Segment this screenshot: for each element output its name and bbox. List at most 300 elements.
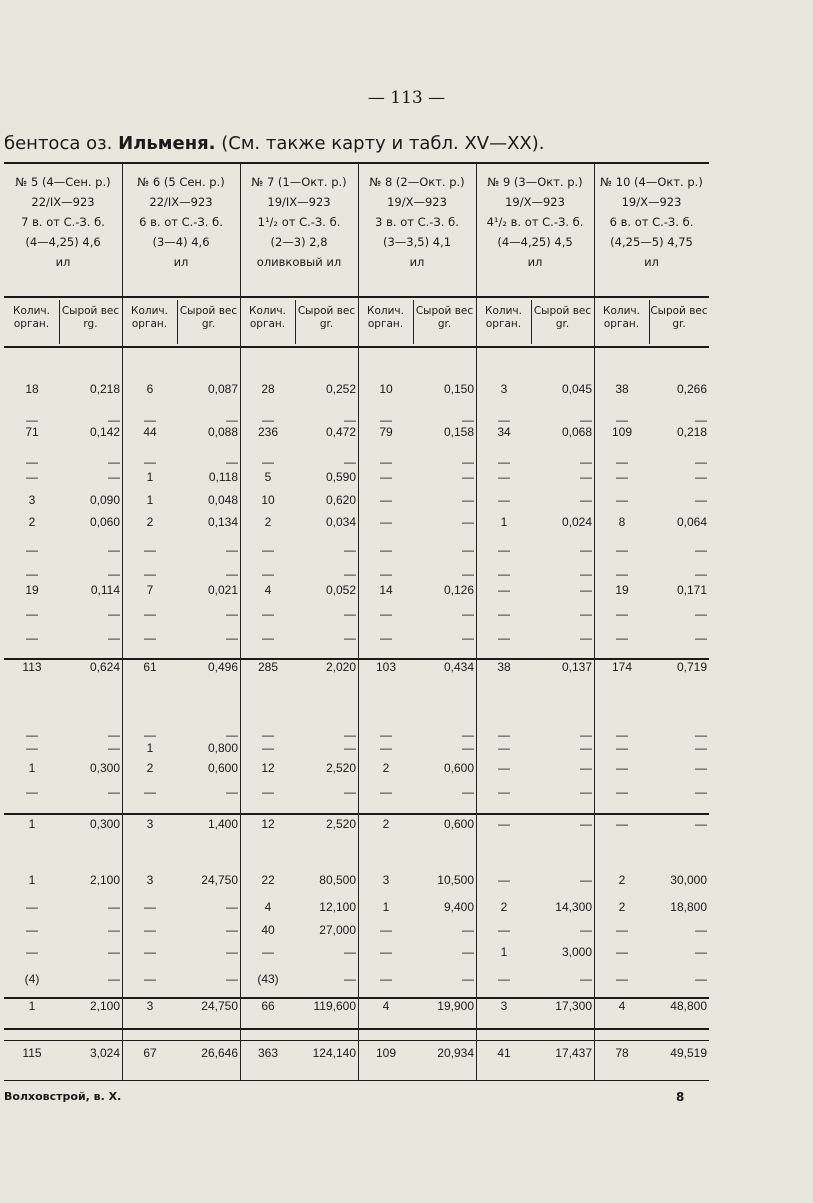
weight-cell: — (344, 413, 356, 427)
count-cell: 285 (257, 660, 279, 674)
weight-cell: 0,090 (89, 493, 120, 507)
weight-cell: 17,300 (555, 999, 592, 1013)
count-cell: 67 (143, 1046, 157, 1060)
weight-cell: 3,000 (561, 945, 592, 959)
station-loc: 6 в. от С.-З. б. (609, 215, 694, 229)
station-bottom: оливковый ил (256, 255, 342, 269)
count-cell: 34 (497, 425, 511, 439)
count-cell: 71 (25, 425, 39, 439)
weight-cell: 1,400 (207, 817, 238, 831)
table-rule (4, 296, 709, 298)
station-depth: (2—3) 2,8 (270, 235, 328, 249)
count-cell: — (616, 493, 628, 507)
weight-cell: 3,024 (89, 1046, 120, 1060)
weight-cell: — (108, 470, 120, 484)
weight-cell: — (462, 470, 474, 484)
weight-cell: 0,134 (207, 515, 238, 529)
count-cell: — (498, 923, 510, 937)
count-cell: 44 (143, 425, 157, 439)
count-cell: 19 (615, 583, 629, 597)
weight-cell: — (580, 543, 592, 557)
weight-cell: — (226, 900, 238, 914)
count-cell: 1 (146, 741, 154, 755)
count-cell: 12 (261, 817, 275, 831)
count-cell: 12 (261, 761, 275, 775)
count-cell: — (262, 543, 274, 557)
weight-cell: 0,048 (207, 493, 238, 507)
station-depth: (3—3,5) 4,1 (382, 235, 452, 249)
weight-cell: 27,000 (319, 923, 356, 937)
count-cell: — (380, 455, 392, 469)
weight-cell: 0,142 (89, 425, 120, 439)
count-cell: 61 (143, 660, 157, 674)
count-cell: — (26, 631, 38, 645)
weight-cell: — (226, 972, 238, 986)
count-cell: — (498, 785, 510, 799)
count-cell: — (144, 631, 156, 645)
footer-signature: 8 (676, 1090, 685, 1104)
weight-cell: — (344, 567, 356, 581)
weight-cell: 0,600 (207, 761, 238, 775)
count-cell: 38 (497, 660, 511, 674)
count-cell: — (26, 607, 38, 621)
station-bottom: ил (173, 255, 189, 269)
count-cell: 10 (379, 382, 393, 396)
table-rule (4, 162, 709, 164)
count-cell: — (26, 945, 38, 959)
count-cell: 3 (28, 493, 36, 507)
weight-cell: 2,520 (325, 817, 356, 831)
count-cell: — (26, 543, 38, 557)
station-header (477, 172, 593, 272)
count-cell: — (144, 607, 156, 621)
weight-cell: — (462, 455, 474, 469)
weight-cell: 0,052 (325, 583, 356, 597)
count-cell: 2 (28, 515, 36, 529)
weight-cell: 0,064 (676, 515, 707, 529)
weight-cell: — (462, 493, 474, 507)
count-cell: 3 (382, 873, 390, 887)
station-date: 19/X—923 (505, 195, 565, 209)
weight-column-header: Сырой вес gr. (533, 305, 592, 330)
station-depth: (4,25—5) 4,75 (610, 235, 693, 249)
station-date: 19/IX—923 (267, 195, 331, 209)
count-cell: — (144, 785, 156, 799)
weight-column-header: Сырой вес gr. (179, 305, 238, 330)
column-separator (358, 164, 359, 1080)
caption-suffix: (См. также карту и табл. XV—XX). (221, 133, 545, 154)
count-column-header: Колич. орган. (485, 305, 522, 330)
weight-cell: — (695, 567, 707, 581)
weight-cell: — (344, 972, 356, 986)
weight-cell: — (344, 543, 356, 557)
count-cell: 109 (375, 1046, 397, 1060)
weight-cell: 0,137 (561, 660, 592, 674)
weight-cell: 80,500 (319, 873, 356, 887)
count-cell: 2 (264, 515, 272, 529)
weight-column-header: Сырой вес gr. (297, 305, 356, 330)
count-column-header: Колич. орган. (367, 305, 404, 330)
station-date: 19/X—923 (387, 195, 447, 209)
count-cell: — (380, 945, 392, 959)
count-cell: — (498, 873, 510, 887)
weight-cell: — (108, 455, 120, 469)
weight-cell: 26,646 (201, 1046, 238, 1060)
count-cell: — (616, 728, 628, 742)
weight-cell: — (695, 945, 707, 959)
station-depth: (3—4) 4,6 (152, 235, 210, 249)
count-cell: — (498, 567, 510, 581)
station-bottom: ил (527, 255, 543, 269)
weight-cell: 0,068 (561, 425, 592, 439)
count-cell: 14 (379, 583, 393, 597)
count-cell: 2 (500, 900, 508, 914)
weight-cell: — (695, 543, 707, 557)
weight-cell: 0,266 (676, 382, 707, 396)
station-loc: 4¹/₂ в. от С.-З. б. (486, 215, 584, 229)
count-cell: 3 (146, 817, 154, 831)
count-cell: 1 (146, 470, 154, 484)
weight-cell: 0,060 (89, 515, 120, 529)
weight-cell: 19,900 (437, 999, 474, 1013)
weight-cell: — (580, 761, 592, 775)
station-loc: 1¹/₂ от С.-З. б. (257, 215, 341, 229)
count-cell: — (616, 470, 628, 484)
caption-prefix: бентоса оз. (4, 133, 113, 154)
weight-cell: — (226, 607, 238, 621)
count-cell: — (498, 583, 510, 597)
count-cell: — (498, 817, 510, 831)
weight-cell: 0,114 (90, 583, 120, 597)
weight-cell: 0,600 (443, 761, 474, 775)
count-cell: — (380, 413, 392, 427)
station-id: № 9 (3—Окт. р.) (487, 175, 583, 189)
weight-cell: — (344, 728, 356, 742)
station-bottom: ил (644, 255, 659, 269)
weight-cell: — (226, 945, 238, 959)
weight-cell: — (108, 567, 120, 581)
count-cell: — (26, 900, 38, 914)
station-id: № 5 (4—Сен. р.) (15, 175, 111, 189)
count-cell: — (380, 785, 392, 799)
station-header (123, 172, 239, 272)
count-cell: — (380, 607, 392, 621)
count-cell: 2 (382, 761, 390, 775)
count-cell: — (616, 413, 628, 427)
weight-cell: 0,021 (207, 583, 238, 597)
weight-cell: — (108, 972, 120, 986)
weight-cell: — (695, 470, 707, 484)
weight-column-header: Сырой вес rg. (61, 305, 120, 330)
weight-cell: 0,118 (208, 470, 238, 484)
weight-cell: 2,520 (325, 761, 356, 775)
weight-cell: 0,252 (325, 382, 356, 396)
table-rule (4, 346, 709, 348)
count-cell: 3 (500, 999, 508, 1013)
table-rule (4, 1028, 709, 1030)
count-cell: 1 (28, 761, 36, 775)
count-cell: 174 (611, 660, 633, 674)
weight-cell: — (462, 631, 474, 645)
weight-cell: — (695, 728, 707, 742)
weight-cell: — (695, 741, 707, 755)
weight-cell: — (580, 785, 592, 799)
weight-cell: — (226, 455, 238, 469)
count-cell: 109 (611, 425, 633, 439)
station-id: № 6 (5 Сен. р.) (137, 175, 225, 189)
count-cell: 4 (264, 900, 272, 914)
station-date: 22/IX—923 (31, 195, 95, 209)
count-column-header: Колич. орган. (603, 305, 640, 330)
weight-column-header: Сырой вес gr. (650, 305, 708, 330)
weight-cell: — (580, 583, 592, 597)
count-cell: 1 (146, 493, 154, 507)
count-cell: — (262, 413, 274, 427)
weight-cell: 124,140 (312, 1046, 356, 1060)
weight-cell: — (580, 455, 592, 469)
count-cell: 113 (22, 660, 42, 674)
count-cell: — (380, 470, 392, 484)
weight-cell: 0,300 (89, 761, 120, 775)
count-cell: 1 (28, 999, 36, 1013)
weight-cell: — (695, 413, 707, 427)
count-cell: 19 (25, 583, 39, 597)
weight-cell: 0,218 (676, 425, 707, 439)
count-cell: 1 (500, 945, 508, 959)
count-cell: 4 (264, 583, 272, 597)
count-cell: — (380, 972, 392, 986)
count-cell: — (26, 741, 38, 755)
weight-cell: — (580, 607, 592, 621)
weight-cell: 119,600 (313, 999, 356, 1013)
weight-cell: — (108, 785, 120, 799)
weight-cell: 20,934 (437, 1046, 474, 1060)
weight-cell: 0,434 (443, 660, 474, 674)
weight-cell: — (462, 972, 474, 986)
weight-cell: — (344, 785, 356, 799)
weight-cell: — (108, 945, 120, 959)
count-cell: 22 (261, 873, 275, 887)
weight-cell: 0,624 (89, 660, 120, 674)
weight-column-header: Сырой вес gr. (415, 305, 474, 330)
count-cell: — (26, 567, 38, 581)
weight-cell: 17,437 (555, 1046, 592, 1060)
weight-cell: 24,750 (201, 873, 238, 887)
count-cell: — (616, 945, 628, 959)
weight-cell: — (344, 607, 356, 621)
count-cell: 2 (618, 873, 626, 887)
count-cell: — (144, 945, 156, 959)
count-cell: (43) (257, 972, 279, 986)
weight-cell: 48,800 (670, 999, 707, 1013)
station-header (359, 172, 475, 272)
count-cell: — (262, 455, 274, 469)
count-cell: — (498, 543, 510, 557)
footer-publisher: Волховстрой, в. X. (4, 1090, 122, 1103)
weight-cell: — (580, 493, 592, 507)
weight-cell: — (695, 761, 707, 775)
station-header (5, 172, 121, 272)
weight-cell: 0,158 (443, 425, 474, 439)
count-column-header: Колич. орган. (13, 305, 50, 330)
weight-cell: 2,100 (89, 873, 120, 887)
weight-cell: — (226, 923, 238, 937)
count-cell: 10 (261, 493, 275, 507)
weight-cell: — (580, 631, 592, 645)
weight-cell: — (226, 543, 238, 557)
count-cell: 7 (146, 583, 154, 597)
count-cell: — (498, 455, 510, 469)
count-cell: — (616, 761, 628, 775)
count-cell: — (144, 972, 156, 986)
count-cell: 40 (261, 923, 275, 937)
count-column-header: Колич. орган. (131, 305, 168, 330)
count-cell: 3 (146, 873, 154, 887)
weight-cell: — (695, 923, 707, 937)
weight-cell: — (462, 945, 474, 959)
station-depth: (4—4,25) 4,6 (25, 235, 101, 249)
weight-cell: — (108, 543, 120, 557)
weight-cell: 0,024 (561, 515, 592, 529)
count-cell: — (380, 631, 392, 645)
weight-cell: 0,590 (325, 470, 356, 484)
count-cell: — (498, 493, 510, 507)
count-cell: — (262, 631, 274, 645)
count-cell: 1 (382, 900, 390, 914)
count-cell: 5 (264, 470, 272, 484)
weight-cell: — (108, 631, 120, 645)
count-cell: — (26, 785, 38, 799)
weight-cell: — (580, 923, 592, 937)
station-bottom: ил (55, 255, 71, 269)
count-cell: — (26, 470, 38, 484)
count-cell: — (498, 470, 510, 484)
count-cell: 2 (146, 761, 154, 775)
weight-cell: — (108, 923, 120, 937)
count-cell: 79 (379, 425, 393, 439)
weight-cell: — (226, 413, 238, 427)
weight-cell: — (695, 493, 707, 507)
count-column-header: Колич. орган. (249, 305, 286, 330)
count-cell: — (498, 972, 510, 986)
count-cell: — (144, 900, 156, 914)
count-cell: — (380, 567, 392, 581)
weight-cell: — (226, 567, 238, 581)
count-cell: — (616, 817, 628, 831)
weight-cell: — (462, 567, 474, 581)
count-cell: 2 (382, 817, 390, 831)
count-cell: — (144, 455, 156, 469)
count-cell: — (616, 631, 628, 645)
station-id: № 7 (1—Окт. р.) (251, 175, 347, 189)
weight-cell: 0,472 (325, 425, 356, 439)
count-cell: — (498, 761, 510, 775)
column-separator (476, 164, 477, 1080)
table-rule (4, 1040, 709, 1041)
weight-cell: — (108, 728, 120, 742)
weight-cell: 0,034 (325, 515, 356, 529)
count-cell: — (616, 567, 628, 581)
count-cell: 1 (28, 817, 36, 831)
count-cell: 4 (618, 999, 626, 1013)
page-number: — 113 — (367, 88, 446, 108)
weight-cell: — (344, 455, 356, 469)
count-cell: 8 (618, 515, 626, 529)
count-cell: 3 (500, 382, 508, 396)
weight-cell: — (695, 631, 707, 645)
weight-cell: 12,100 (319, 900, 356, 914)
weight-cell: — (580, 972, 592, 986)
count-cell: — (26, 413, 38, 427)
count-cell: 66 (261, 999, 275, 1013)
count-cell: 236 (257, 425, 279, 439)
weight-cell: — (580, 817, 592, 831)
weight-cell: — (108, 607, 120, 621)
count-cell: — (262, 607, 274, 621)
weight-cell: — (462, 607, 474, 621)
caption-lake-name: Ильменя. (118, 133, 216, 154)
weight-cell: 0,496 (207, 660, 238, 674)
count-cell: 28 (261, 382, 275, 396)
weight-cell: — (344, 741, 356, 755)
count-cell: — (616, 543, 628, 557)
count-cell: — (380, 543, 392, 557)
count-cell: — (616, 741, 628, 755)
count-cell: 4 (382, 999, 390, 1013)
count-cell: — (144, 413, 156, 427)
weight-cell: 0,126 (443, 583, 474, 597)
weight-cell: — (462, 728, 474, 742)
count-cell: — (144, 543, 156, 557)
count-cell: 2 (146, 515, 154, 529)
count-cell: 41 (497, 1046, 511, 1060)
count-cell: — (262, 741, 274, 755)
count-cell: 1 (500, 515, 508, 529)
weight-cell: 2,020 (325, 660, 356, 674)
count-cell: (4) (24, 972, 40, 986)
count-cell: — (616, 607, 628, 621)
weight-cell: — (462, 741, 474, 755)
count-cell: 115 (22, 1046, 42, 1060)
weight-cell: — (580, 741, 592, 755)
weight-cell: — (462, 785, 474, 799)
table-rule (4, 1080, 709, 1081)
weight-cell: 9,400 (443, 900, 474, 914)
count-cell: — (144, 567, 156, 581)
count-cell: — (380, 493, 392, 507)
station-header (241, 172, 357, 272)
count-cell: — (380, 728, 392, 742)
count-cell: 3 (146, 999, 154, 1013)
count-cell: 78 (615, 1046, 629, 1060)
weight-cell: — (695, 817, 707, 831)
count-cell: 103 (375, 660, 397, 674)
weight-cell: — (695, 607, 707, 621)
count-cell: — (144, 728, 156, 742)
count-cell: — (380, 515, 392, 529)
table-rule (4, 813, 709, 815)
station-bottom: ил (409, 255, 425, 269)
weight-cell: — (462, 515, 474, 529)
count-cell: — (26, 728, 38, 742)
weight-cell: 0,800 (207, 741, 238, 755)
weight-cell: — (580, 567, 592, 581)
count-cell: — (616, 923, 628, 937)
count-cell: 18 (25, 382, 39, 396)
count-cell: — (262, 728, 274, 742)
count-cell: — (616, 972, 628, 986)
weight-cell: 0,218 (89, 382, 120, 396)
